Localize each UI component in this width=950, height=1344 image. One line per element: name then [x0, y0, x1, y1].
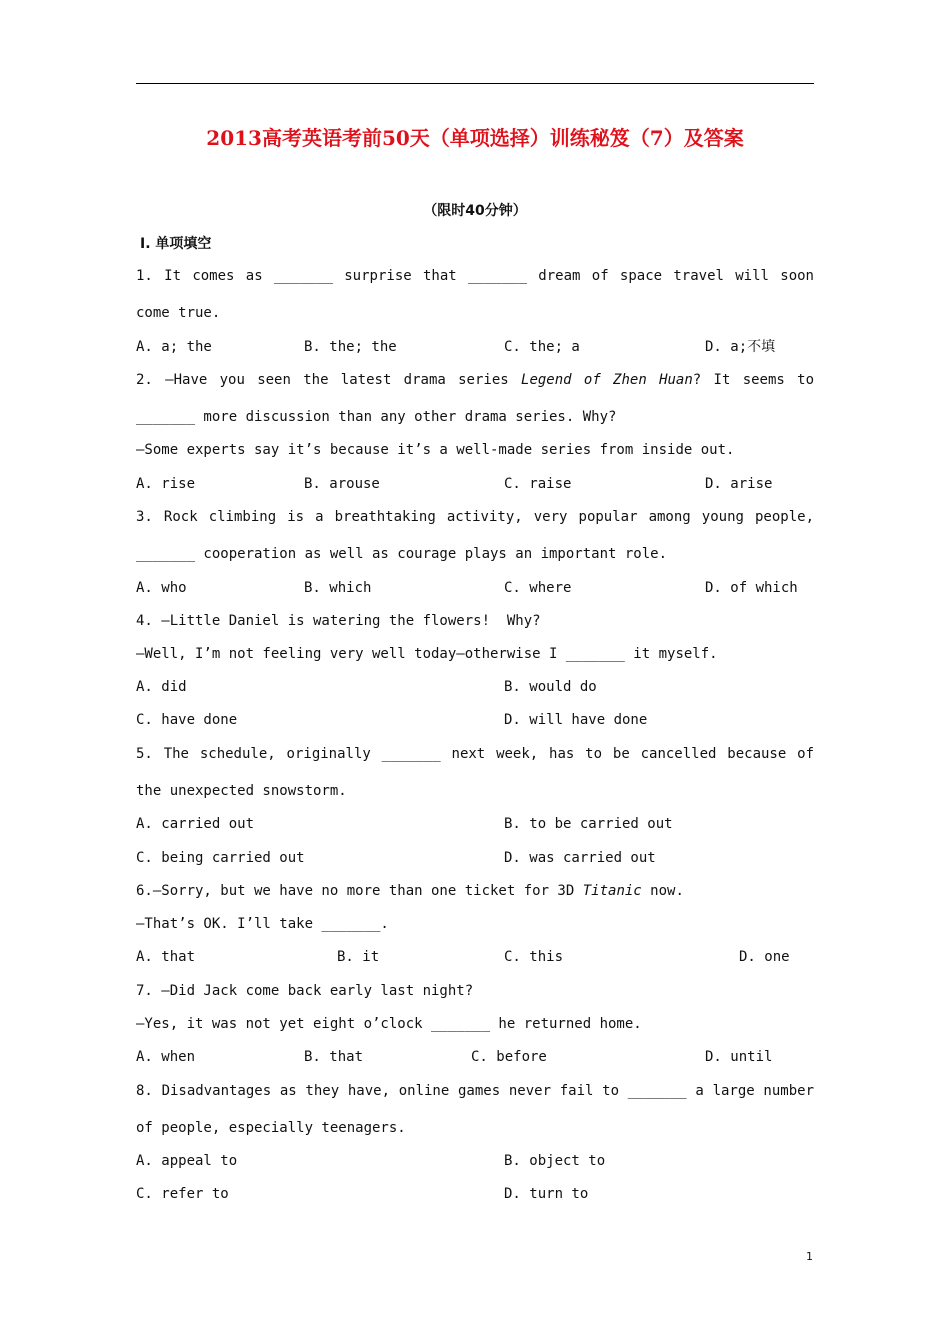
- question-3-line-2: _______ cooperation as well as courage plays an important role.: [136, 546, 668, 562]
- question-5-option-d: D. was carried out: [504, 850, 656, 866]
- question-6-option-c: C. this: [504, 949, 564, 965]
- question-1-option-c: C. the; a: [504, 339, 580, 355]
- question-7-option-a: A. when: [136, 1049, 196, 1065]
- question-1-line-1: 1. It comes as _______ surprise that _______ dream of space travel will soon: [136, 268, 814, 284]
- question-2-option-d: D. arise: [705, 476, 773, 492]
- question-2-drama-title: Legend of Zhen Huan: [521, 372, 693, 388]
- question-8-option-d: D. turn to: [504, 1186, 589, 1202]
- question-8-line-2: of people, especially teenagers.: [136, 1120, 406, 1136]
- question-2-text-pre: 2. —Have you seen the latest drama series: [136, 372, 522, 388]
- question-1-option-a: A. a; the: [136, 339, 212, 355]
- question-2-text-post: ? It seems to: [692, 372, 814, 388]
- question-4-option-b: B. would do: [504, 679, 597, 695]
- question-8-option-b: B. object to: [504, 1153, 606, 1169]
- page-number: 1: [806, 1250, 813, 1263]
- question-3-option-c: C. where: [504, 580, 572, 596]
- question-6-option-a: A. that: [136, 949, 196, 965]
- question-6-option-d: D. one: [739, 949, 790, 965]
- question-7-option-c: C. before: [471, 1049, 547, 1065]
- question-3-option-b: B. which: [304, 580, 372, 596]
- question-3-line-1: 3. Rock climbing is a breathtaking activity, very popular among young people,: [136, 509, 814, 525]
- question-2-line-2: _______ more discussion than any other drama series. Why?: [136, 409, 617, 425]
- question-2-line-3: —Some experts say it’s because it’s a well-made series from inside out.: [136, 442, 735, 458]
- page-title: 2013高考英语考前50天（单项选择）训练秘笈（7）及答案: [206, 126, 744, 150]
- question-4-line-1: 4. —Little Daniel is watering the flowers! Why?: [136, 613, 541, 629]
- question-5-line-2: the unexpected snowstorm.: [136, 783, 347, 799]
- question-1-line-2: come true.: [136, 305, 221, 321]
- question-1-option-b: B. the; the: [304, 339, 397, 355]
- question-4-line-2: —Well, I’m not feeling very well today—otherwise I _______ it myself.: [136, 646, 718, 662]
- question-6-text-pre: 6.—Sorry, but we have no more than one ticket for 3D: [136, 883, 583, 899]
- question-6-line-1: [136, 882, 814, 900]
- question-2-line-1: [136, 371, 814, 389]
- time-limit: （限时40分钟）: [423, 203, 527, 219]
- question-4-option-c: C. have done: [136, 712, 238, 728]
- question-3-option-a: A. who: [136, 580, 187, 596]
- question-5-option-a: A. carried out: [136, 816, 255, 832]
- question-3-option-d: D. of which: [705, 580, 798, 596]
- question-6-line-2: —That’s OK. I’ll take _______.: [136, 916, 389, 932]
- section-heading: Ⅰ. 单项填空: [140, 236, 212, 252]
- question-7-option-d: D. until: [705, 1049, 773, 1065]
- question-4-option-a: A. did: [136, 679, 187, 695]
- question-5-line-1: 5. The schedule, originally _______ next week, has to be cancelled because of: [136, 746, 814, 762]
- question-8-option-c: C. refer to: [136, 1186, 229, 1202]
- question-1-option-d: D. a;不填: [705, 339, 776, 355]
- question-6-text-post: now.: [641, 883, 684, 899]
- question-2-option-c: C. raise: [504, 476, 572, 492]
- question-7-line-1: 7. —Did Jack come back early last night?: [136, 983, 474, 999]
- question-7-line-2: —Yes, it was not yet eight o’clock _______ he returned home.: [136, 1016, 642, 1032]
- question-8-option-a: A. appeal to: [136, 1153, 238, 1169]
- question-2-option-b: B. arouse: [304, 476, 380, 492]
- question-6-option-b: B. it: [337, 949, 380, 965]
- question-5-option-b: B. to be carried out: [504, 816, 673, 832]
- question-2-option-a: A. rise: [136, 476, 196, 492]
- question-4-option-d: D. will have done: [504, 712, 648, 728]
- question-6-film-title: Titanic: [582, 883, 642, 899]
- question-8-line-1: 8. Disadvantages as they have, online games never fail to _______ a large number: [136, 1083, 814, 1099]
- question-5-option-c: C. being carried out: [136, 850, 305, 866]
- header-rule: [136, 83, 814, 84]
- question-7-option-b: B. that: [304, 1049, 364, 1065]
